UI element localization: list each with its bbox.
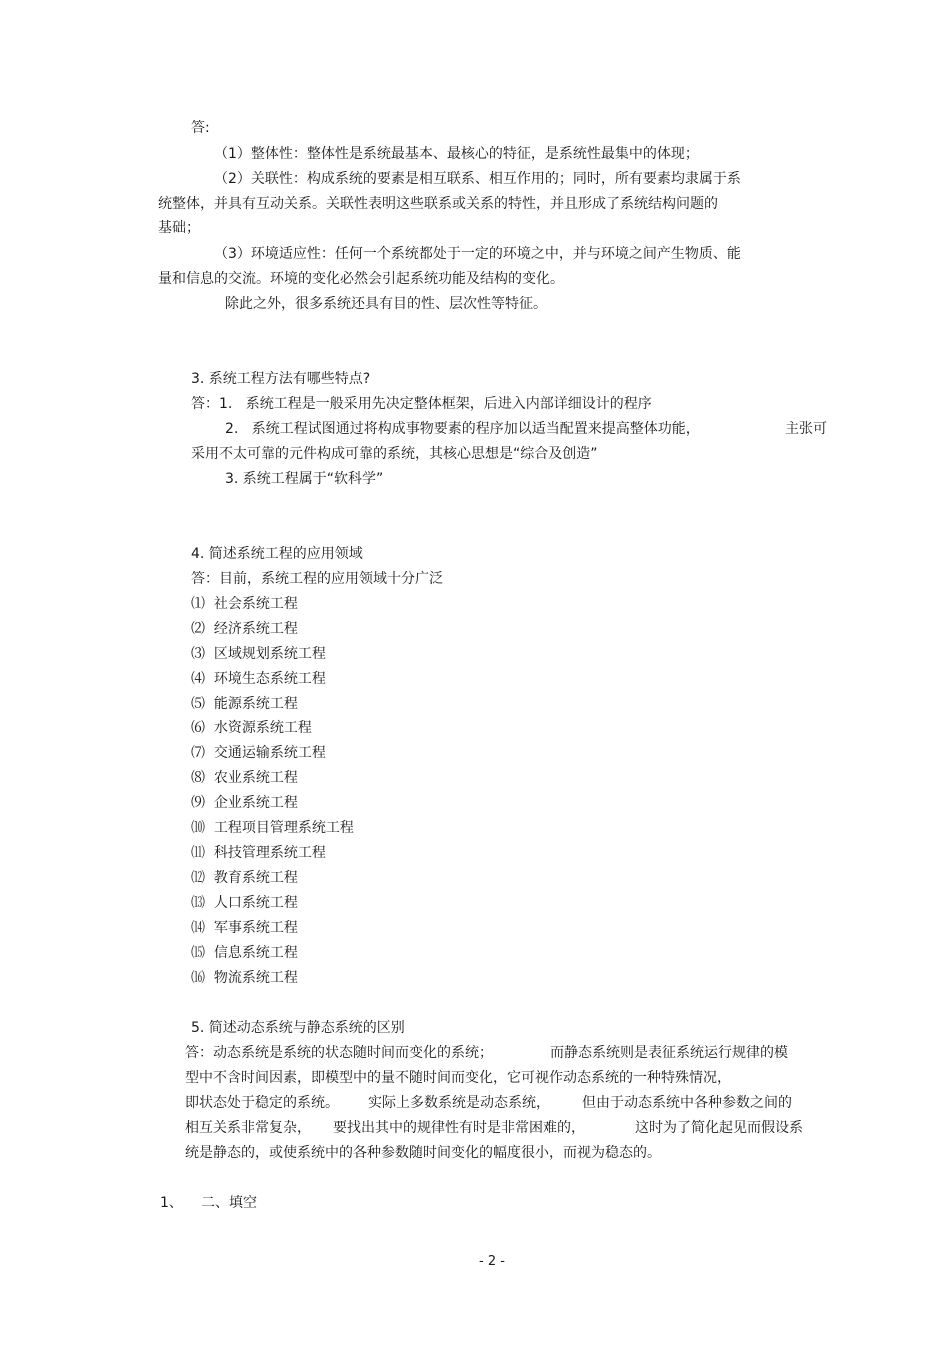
q5-answer-line4-c: 这时为了简化起见而假设系 xyxy=(635,1120,803,1136)
q5-answer-line3-c: 但由于动态系统中各种参数之间的 xyxy=(582,1095,792,1111)
q5-answer-line4-b: 要找出其中的规律性有时是非常困难的， xyxy=(333,1120,585,1136)
extra-features: 除此之外，很多系统还具有目的性、层次性等特征。 xyxy=(225,296,547,312)
q5-answer-line5: 统是静态的，或使系统中的各种参数随时间变化的幅度很小，而视为稳态的。 xyxy=(185,1145,661,1161)
q3-answer-line2-tail: 主张可 xyxy=(785,421,827,437)
q3-answer-line2: 2. 系统工程试图通过将构成事物要素的程序加以适当配置来提高整体功能， xyxy=(225,421,700,437)
application-field-item: ⑾ 科技管理系统工程 xyxy=(191,845,326,861)
feature-relevance-line2: 统整体，并具有互动关系。关联性表明这些联系或关系的特性，并且形成了系统结构问题的 xyxy=(158,196,718,212)
application-field-item: ⑶ 区域规划系统工程 xyxy=(191,646,326,662)
q5-answer-line4-a: 相互关系非常复杂， xyxy=(185,1120,311,1136)
feature-relevance-line1: （2）关联性：构成系统的要素是相互联系、相互作用的；同时，所有要素均隶属于系 xyxy=(214,171,741,187)
application-field-item: ⑵ 经济系统工程 xyxy=(191,621,298,637)
q3-answer-line1: 答：1. 系统工程是一般采用先决定整体框架，后进入内部详细设计的程序 xyxy=(191,396,652,412)
q3-answer-line3: 采用不太可靠的元件构成可靠的系统，其核心思想是“综合及创造” xyxy=(191,446,598,462)
q5-answer-line1-b: 而静态系统则是表征系统运行规律的模 xyxy=(550,1045,788,1061)
application-field-item: ⑿ 教育系统工程 xyxy=(191,870,298,886)
application-field-item: ⑺ 交通运输系统工程 xyxy=(191,745,326,761)
feature-relevance-line3: 基础； xyxy=(158,220,200,236)
feature-wholeness: （1）整体性：整体性是系统最基本、最核心的特征，是系统性最集中的体现； xyxy=(214,146,699,162)
feature-adaptability-line2: 量和信息的交流。环境的变化必然会引起系统功能及结构的变化。 xyxy=(158,271,564,287)
section-title-fill-blank: 二、填空 xyxy=(201,1195,257,1211)
page-number: - 2 - xyxy=(479,1254,505,1269)
application-field-item: ⒃ 物流系统工程 xyxy=(191,970,298,986)
application-field-item: ⒁ 军事系统工程 xyxy=(191,920,298,936)
q5-answer-line3-a: 即状态处于稳定的系统。 xyxy=(185,1095,339,1111)
feature-adaptability-line1: （3）环境适应性：任何一个系统都处于一定的环境之中，并与环境之间产生物质、能 xyxy=(214,246,741,262)
question-5: 5. 简述动态系统与静态系统的区别 xyxy=(191,1020,405,1036)
q3-answer-line4: 3. 系统工程属于“软科学” xyxy=(225,471,384,487)
application-field-item: ⑻ 农业系统工程 xyxy=(191,770,298,786)
application-field-item: ⒂ 信息系统工程 xyxy=(191,945,298,961)
q5-answer-line1-a: 答：动态系统是系统的状态随时间而变化的系统； xyxy=(185,1045,493,1061)
application-field-item: ⒀ 人口系统工程 xyxy=(191,895,298,911)
q4-answer: 答：目前，系统工程的应用领域十分广泛 xyxy=(191,571,443,587)
question-3: 3. 系统工程方法有哪些特点? xyxy=(191,371,371,387)
section-number: 1、 xyxy=(160,1195,183,1211)
application-field-item: ⑸ 能源系统工程 xyxy=(191,696,298,712)
application-field-item: ⑷ 环境生态系统工程 xyxy=(191,671,326,687)
q5-answer-line3-b: 实际上多数系统是动态系统， xyxy=(368,1095,550,1111)
q5-answer-line2: 型中不含时间因素，即模型中的量不随时间而变化，它可视作动态系统的一种特殊情况， xyxy=(185,1070,731,1086)
application-field-item: ⑽ 工程项目管理系统工程 xyxy=(191,820,354,836)
answer-label: 答: xyxy=(191,120,210,136)
question-4: 4. 简述系统工程的应用领域 xyxy=(191,546,363,562)
application-field-item: ⑼ 企业系统工程 xyxy=(191,795,298,811)
application-field-item: ⑹ 水资源系统工程 xyxy=(191,720,312,736)
application-field-item: ⑴ 社会系统工程 xyxy=(191,596,298,612)
